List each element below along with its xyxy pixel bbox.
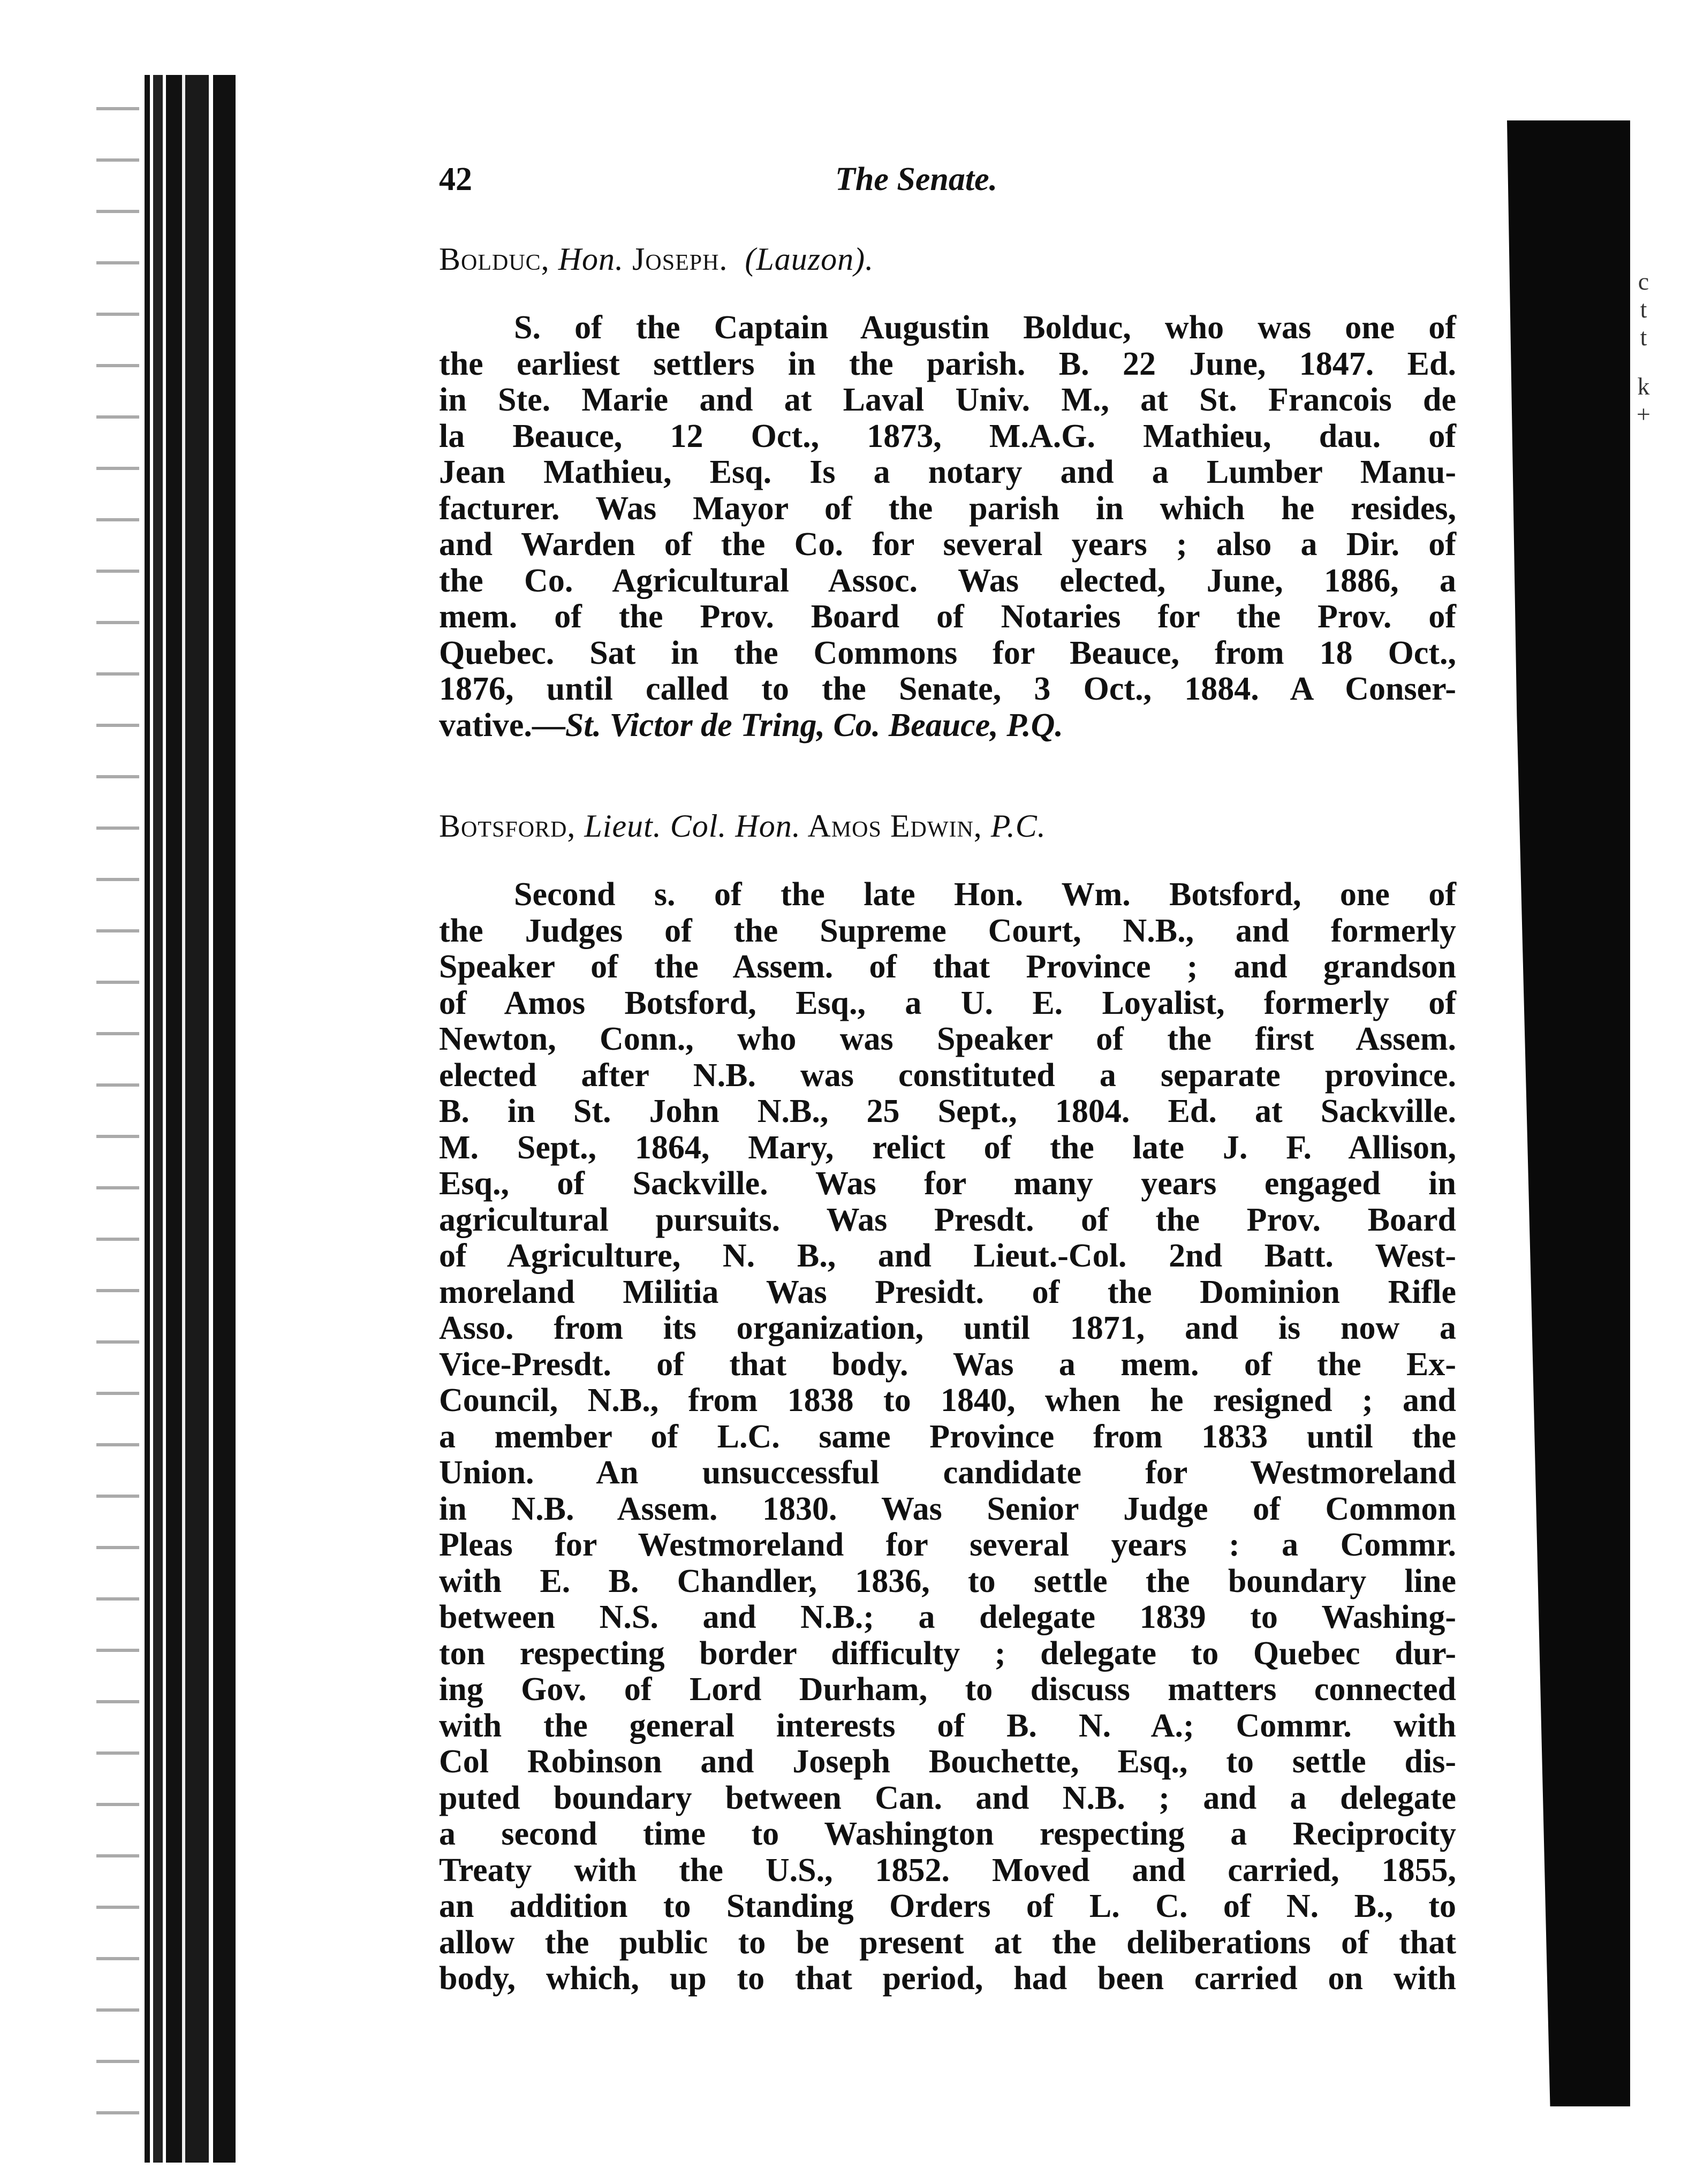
scan-right-shadow — [1507, 120, 1630, 2106]
entry-line: B. in St. John N.B., 25 Sept., 1804. Ed. at Sackville. — [439, 1093, 1456, 1129]
entry-line: Jean Mathieu, Esq. Is a notary and a Lumber Manu- — [439, 454, 1456, 490]
entry-line: allow the public to be present at the deliberations of that — [439, 1924, 1456, 1961]
entry-line: Asso. from its organization, until 1871, and is now a — [439, 1310, 1456, 1346]
entry-line: Union. An unsuccessful candidate for Westmoreland — [439, 1454, 1456, 1491]
running-head — [439, 161, 1456, 209]
margin-mark: c — [1638, 268, 1649, 295]
margin-mark: + — [1637, 400, 1650, 428]
scan-binding-edge — [145, 75, 236, 2163]
entry-line: elected after N.B. was constituted a separate province. — [439, 1057, 1456, 1094]
entry-line: Esq., of Sackville. Was for many years engaged in — [439, 1165, 1456, 1202]
entry-body-botsford — [439, 877, 1456, 1997]
entry-line: Speaker of the Assem. of that Province ; and grandson — [439, 949, 1456, 985]
entry-line: la Beauce, 12 Oct., 1873, M.A.G. Mathieu, dau. of — [439, 418, 1456, 454]
entry-line: Vice-Presdt. of that body. Was a mem. of the Ex- — [439, 1346, 1456, 1383]
entry-line: between N.S. and N.B.; a delegate 1839 to Washing- — [439, 1599, 1456, 1635]
entry-line: the Judges of the Supreme Court, N.B., and formerly — [439, 912, 1456, 949]
entry-line: moreland Militia Was Presidt. of the Dominion Rifle — [439, 1273, 1456, 1310]
entry-line: a member of L.C. same Province from 1833 until the — [439, 1418, 1456, 1455]
margin-marks — [1633, 268, 1654, 428]
entry-given-name: Amos Edwin, — [807, 808, 982, 844]
running-title: The Senate. — [835, 161, 998, 198]
entry-line: an addition to Standing Orders of L. C. of N. B., to — [439, 1888, 1456, 1924]
entry-line: Council, N.B., from 1838 to 1840, when he resigned ; and — [439, 1382, 1456, 1419]
entry-surname: Bolduc, — [439, 241, 550, 277]
entry-honorific: Lieut. Col. Hon. — [584, 808, 801, 844]
page-content — [439, 161, 1456, 1997]
entry-line: body, which, up to that period, had been carried on with — [439, 1960, 1456, 1997]
entry-line: a second time to Washington respecting a Reciprocity — [439, 1816, 1456, 1852]
entry-riding: (Lauzon). — [745, 241, 874, 277]
page-number: 42 — [439, 161, 472, 198]
entry-line: and Warden of the Co. for several years ; also a Dir. of — [439, 526, 1456, 563]
entry-line: with the general interests of B. N. A.; Commr. with — [439, 1707, 1456, 1744]
entry-address: St. Victor de Tring, Co. Beauce, P.Q. — [565, 707, 1063, 744]
entry-line-text: vative.— — [439, 707, 565, 744]
entry-line: facturer. Was Mayor of the parish in which he resides, — [439, 490, 1456, 527]
margin-mark: t — [1640, 323, 1647, 351]
entry-line: mem. of the Prov. Board of Notaries for the Prov. of — [439, 598, 1456, 635]
entry-line: Treaty with the U.S., 1852. Moved and carried, 1855, — [439, 1852, 1456, 1889]
entry-line: Newton, Conn., who was Speaker of the first Assem. — [439, 1021, 1456, 1057]
margin-mark: t — [1640, 295, 1647, 323]
entry-honorific: Hon. — [558, 241, 624, 277]
entry-given-name: Joseph. — [632, 241, 728, 277]
entry-line: in Ste. Marie and at Laval Univ. M., at St. Francois de — [439, 382, 1456, 418]
entry-line: Second s. of the late Hon. Wm. Botsford, one of — [514, 876, 1456, 913]
entry-line: S. of the Captain Augustin Bolduc, who was one of — [514, 309, 1456, 346]
entry-heading-bolduc — [439, 241, 1456, 278]
entry-surname: Botsford, — [439, 808, 576, 844]
entry-line: the earliest settlers in the parish. B. 22 June, 1847. Ed. — [439, 345, 1456, 382]
entry-line: M. Sept., 1864, Mary, relict of the late J. F. Allison, — [439, 1129, 1456, 1166]
entry-line: Pleas for Westmoreland for several years : a Commr. — [439, 1527, 1456, 1563]
entry-line: puted boundary between Can. and N.B. ; and a delegate — [439, 1779, 1456, 1816]
scan-dust-strip — [96, 75, 139, 2163]
entry-line: ing Gov. of Lord Durham, to discuss matters connected — [439, 1671, 1456, 1708]
entry-line: with E. B. Chandler, 1836, to settle the boundary line — [439, 1563, 1456, 1599]
margin-mark: k — [1637, 373, 1650, 400]
entry-line: in N.B. Assem. 1830. Was Senior Judge of Common — [439, 1490, 1456, 1527]
entry-line-last — [439, 708, 1456, 744]
entry-line: Col Robinson and Joseph Bouchette, Esq., to settle dis- — [439, 1743, 1456, 1780]
entry-line: 1876, until called to the Senate, 3 Oct., 1884. A Conser- — [439, 671, 1456, 707]
entry-heading-botsford — [439, 808, 1456, 845]
entry-line: the Co. Agricultural Assoc. Was elected, June, 1886, a — [439, 562, 1456, 599]
entry-line: agricultural pursuits. Was Presdt. of the Prov. Board — [439, 1201, 1456, 1238]
entry-line: ton respecting border difficulty ; delegate to Quebec dur- — [439, 1635, 1456, 1672]
entry-line: of Agriculture, N. B., and Lieut.-Col. 2nd Batt. West- — [439, 1238, 1456, 1274]
entry-body-bolduc — [439, 310, 1456, 744]
entry-line: of Amos Botsford, Esq., a U. E. Loyalist, formerly of — [439, 984, 1456, 1021]
entry-line: Quebec. Sat in the Commons for Beauce, from 18 Oct., — [439, 634, 1456, 671]
entry-riding: P.C. — [990, 808, 1046, 844]
